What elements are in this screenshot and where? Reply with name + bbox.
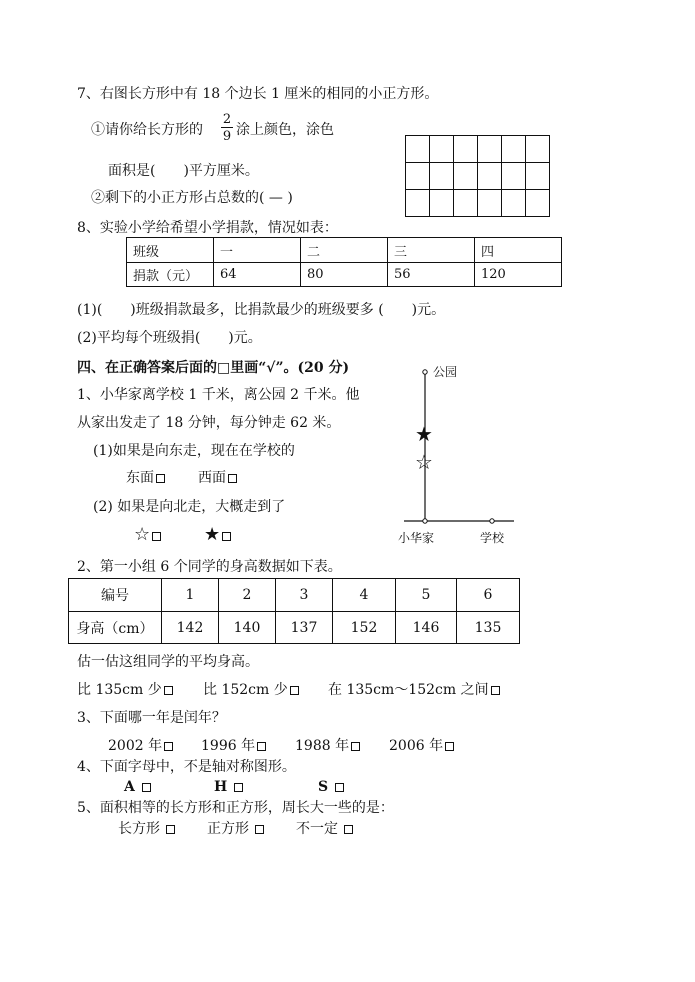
checkbox[interactable] [164, 742, 173, 751]
table-cell: 一 [214, 238, 301, 263]
table-cell: 6 [457, 579, 520, 612]
option-shape[interactable] [296, 822, 353, 836]
s4-q3-title: 3、下面哪一年是闰年？ [77, 710, 226, 726]
option-label: 西面 [198, 470, 226, 486]
table-cell: 135 [457, 612, 520, 644]
table-cell: 4 [333, 579, 396, 612]
option-year[interactable] [295, 739, 360, 753]
option-shape[interactable] [207, 822, 264, 836]
q8-sub2: (2)平均每个班级捐( )元。 [77, 330, 262, 346]
checkbox[interactable] [166, 825, 175, 834]
option-shape[interactable] [118, 822, 175, 836]
option-label: 长方形 [118, 821, 160, 837]
checkbox[interactable] [222, 532, 231, 541]
checkbox[interactable] [290, 686, 299, 695]
option-label: 比 135cm 少 [77, 682, 162, 698]
table-cell: 64 [214, 263, 301, 287]
option-label: 1996 年 [201, 738, 256, 754]
height-table [68, 578, 520, 644]
q8-sub1: (1)( )班级捐款最多，比捐款最少的班级要多 ( )元。 [77, 302, 446, 318]
option-letter[interactable] [214, 780, 243, 794]
option-hollow-star[interactable] [134, 526, 161, 544]
option-between[interactable] [328, 683, 500, 697]
map-diagram [392, 362, 532, 552]
table-cell: 班级 [127, 238, 214, 263]
solid-star-icon: ★ [204, 524, 221, 545]
fraction-numerator: 2 [222, 112, 232, 127]
checkbox[interactable] [335, 783, 344, 792]
table-cell: 146 [396, 612, 457, 644]
checkbox[interactable] [255, 825, 264, 834]
table-cell: 137 [276, 612, 333, 644]
option-label: 比 152cm 少 [203, 682, 288, 698]
checkbox[interactable] [142, 783, 151, 792]
table-cell: 身高（cm） [69, 612, 162, 644]
table-cell: 四 [475, 238, 562, 263]
checkbox[interactable] [351, 742, 360, 751]
table-cell: 152 [333, 612, 396, 644]
option-label: A [124, 779, 135, 795]
fraction-denominator: 9 [222, 129, 232, 144]
checkbox[interactable] [164, 686, 173, 695]
table-cell: 140 [219, 612, 276, 644]
option-east[interactable] [126, 471, 165, 485]
table-cell: 2 [219, 579, 276, 612]
q7-part1-suffix: 涂上颜色，涂色 [236, 122, 334, 138]
option-label: 2002 年 [108, 738, 163, 754]
checkbox[interactable] [152, 532, 161, 541]
table-cell: 三 [388, 238, 475, 263]
option-solid-star[interactable] [204, 526, 231, 544]
checkbox[interactable] [234, 783, 243, 792]
map-label-school: 学校 [480, 531, 505, 545]
q7-part1-line2: 面积是( )平方厘米。 [108, 163, 259, 179]
map-label-home: 小华家 [398, 531, 435, 545]
rectangle-grid [405, 135, 550, 217]
table-cell: 120 [475, 263, 562, 287]
option-label: 东面 [126, 470, 154, 486]
checkbox[interactable] [344, 825, 353, 834]
checkbox[interactable] [156, 474, 165, 483]
option-year[interactable] [201, 739, 266, 753]
section-heading: 四、在正确答案后面的□里画“√”。(20 分) [77, 360, 350, 376]
s4-q2-prompt: 估一估这组同学的平均身高。 [77, 654, 259, 670]
option-year[interactable] [389, 739, 454, 753]
option-less-135[interactable] [77, 683, 173, 697]
option-label: 1988 年 [295, 738, 350, 754]
table-cell: 142 [162, 612, 219, 644]
option-letter[interactable] [318, 780, 344, 794]
q7-part2: ②剩下的小正方形占总数的( — ) [91, 190, 293, 206]
fraction [221, 113, 233, 143]
s4-q4-title: 4、下面字母中，不是轴对称图形。 [77, 759, 296, 775]
s4-q1-sub2: (2) 如果是向北走，大概走到了 [93, 499, 286, 515]
option-label: H [214, 779, 228, 795]
option-label: 2006 年 [389, 738, 444, 754]
solid-star-icon: ★ [415, 422, 433, 446]
map-label-park: 公园 [433, 365, 458, 379]
option-label: 正方形 [207, 821, 249, 837]
q7-part1-prefix: ①请你给长方形的 [91, 122, 203, 138]
checkbox[interactable] [228, 474, 237, 483]
s4-q1-line1: 1、小华家离学校 1 千米，离公园 2 千米。他 [77, 387, 360, 403]
table-cell: 5 [396, 579, 457, 612]
hollow-star-icon: ☆ [134, 524, 151, 545]
q8-title: 8、实验小学给希望小学捐款，情况如表： [77, 220, 338, 236]
option-label: 在 135cm～152cm 之间 [328, 682, 489, 698]
table-cell: 捐款（元） [127, 263, 214, 287]
option-west[interactable] [198, 471, 237, 485]
s4-q1-sub1: (1)如果是向东走，现在在学校的 [93, 443, 295, 459]
table-cell: 3 [276, 579, 333, 612]
table-cell: 1 [162, 579, 219, 612]
checkbox[interactable] [445, 742, 454, 751]
table-cell: 56 [388, 263, 475, 287]
s4-q1-line2: 从家出发走了 18 分钟，每分钟走 62 米。 [77, 415, 341, 431]
table-cell: 80 [301, 263, 388, 287]
donation-table [126, 237, 562, 287]
checkbox[interactable] [491, 686, 500, 695]
q7-title: 7、右图长方形中有 18 个边长 1 厘米的相同的小正方形。 [77, 86, 439, 102]
table-cell: 编号 [69, 579, 162, 612]
checkbox[interactable] [257, 742, 266, 751]
option-year[interactable] [108, 739, 173, 753]
option-label: 不一定 [296, 821, 338, 837]
table-cell: 二 [301, 238, 388, 263]
hollow-star-icon: ☆ [415, 450, 433, 474]
option-label: S [318, 779, 329, 795]
option-letter[interactable] [124, 780, 151, 794]
s4-q2-title: 2、第一小组 6 个同学的身高数据如下表。 [77, 559, 342, 575]
option-less-152[interactable] [203, 683, 299, 697]
s4-q5-title: 5、面积相等的长方形和正方形，周长大一些的是： [77, 800, 394, 816]
